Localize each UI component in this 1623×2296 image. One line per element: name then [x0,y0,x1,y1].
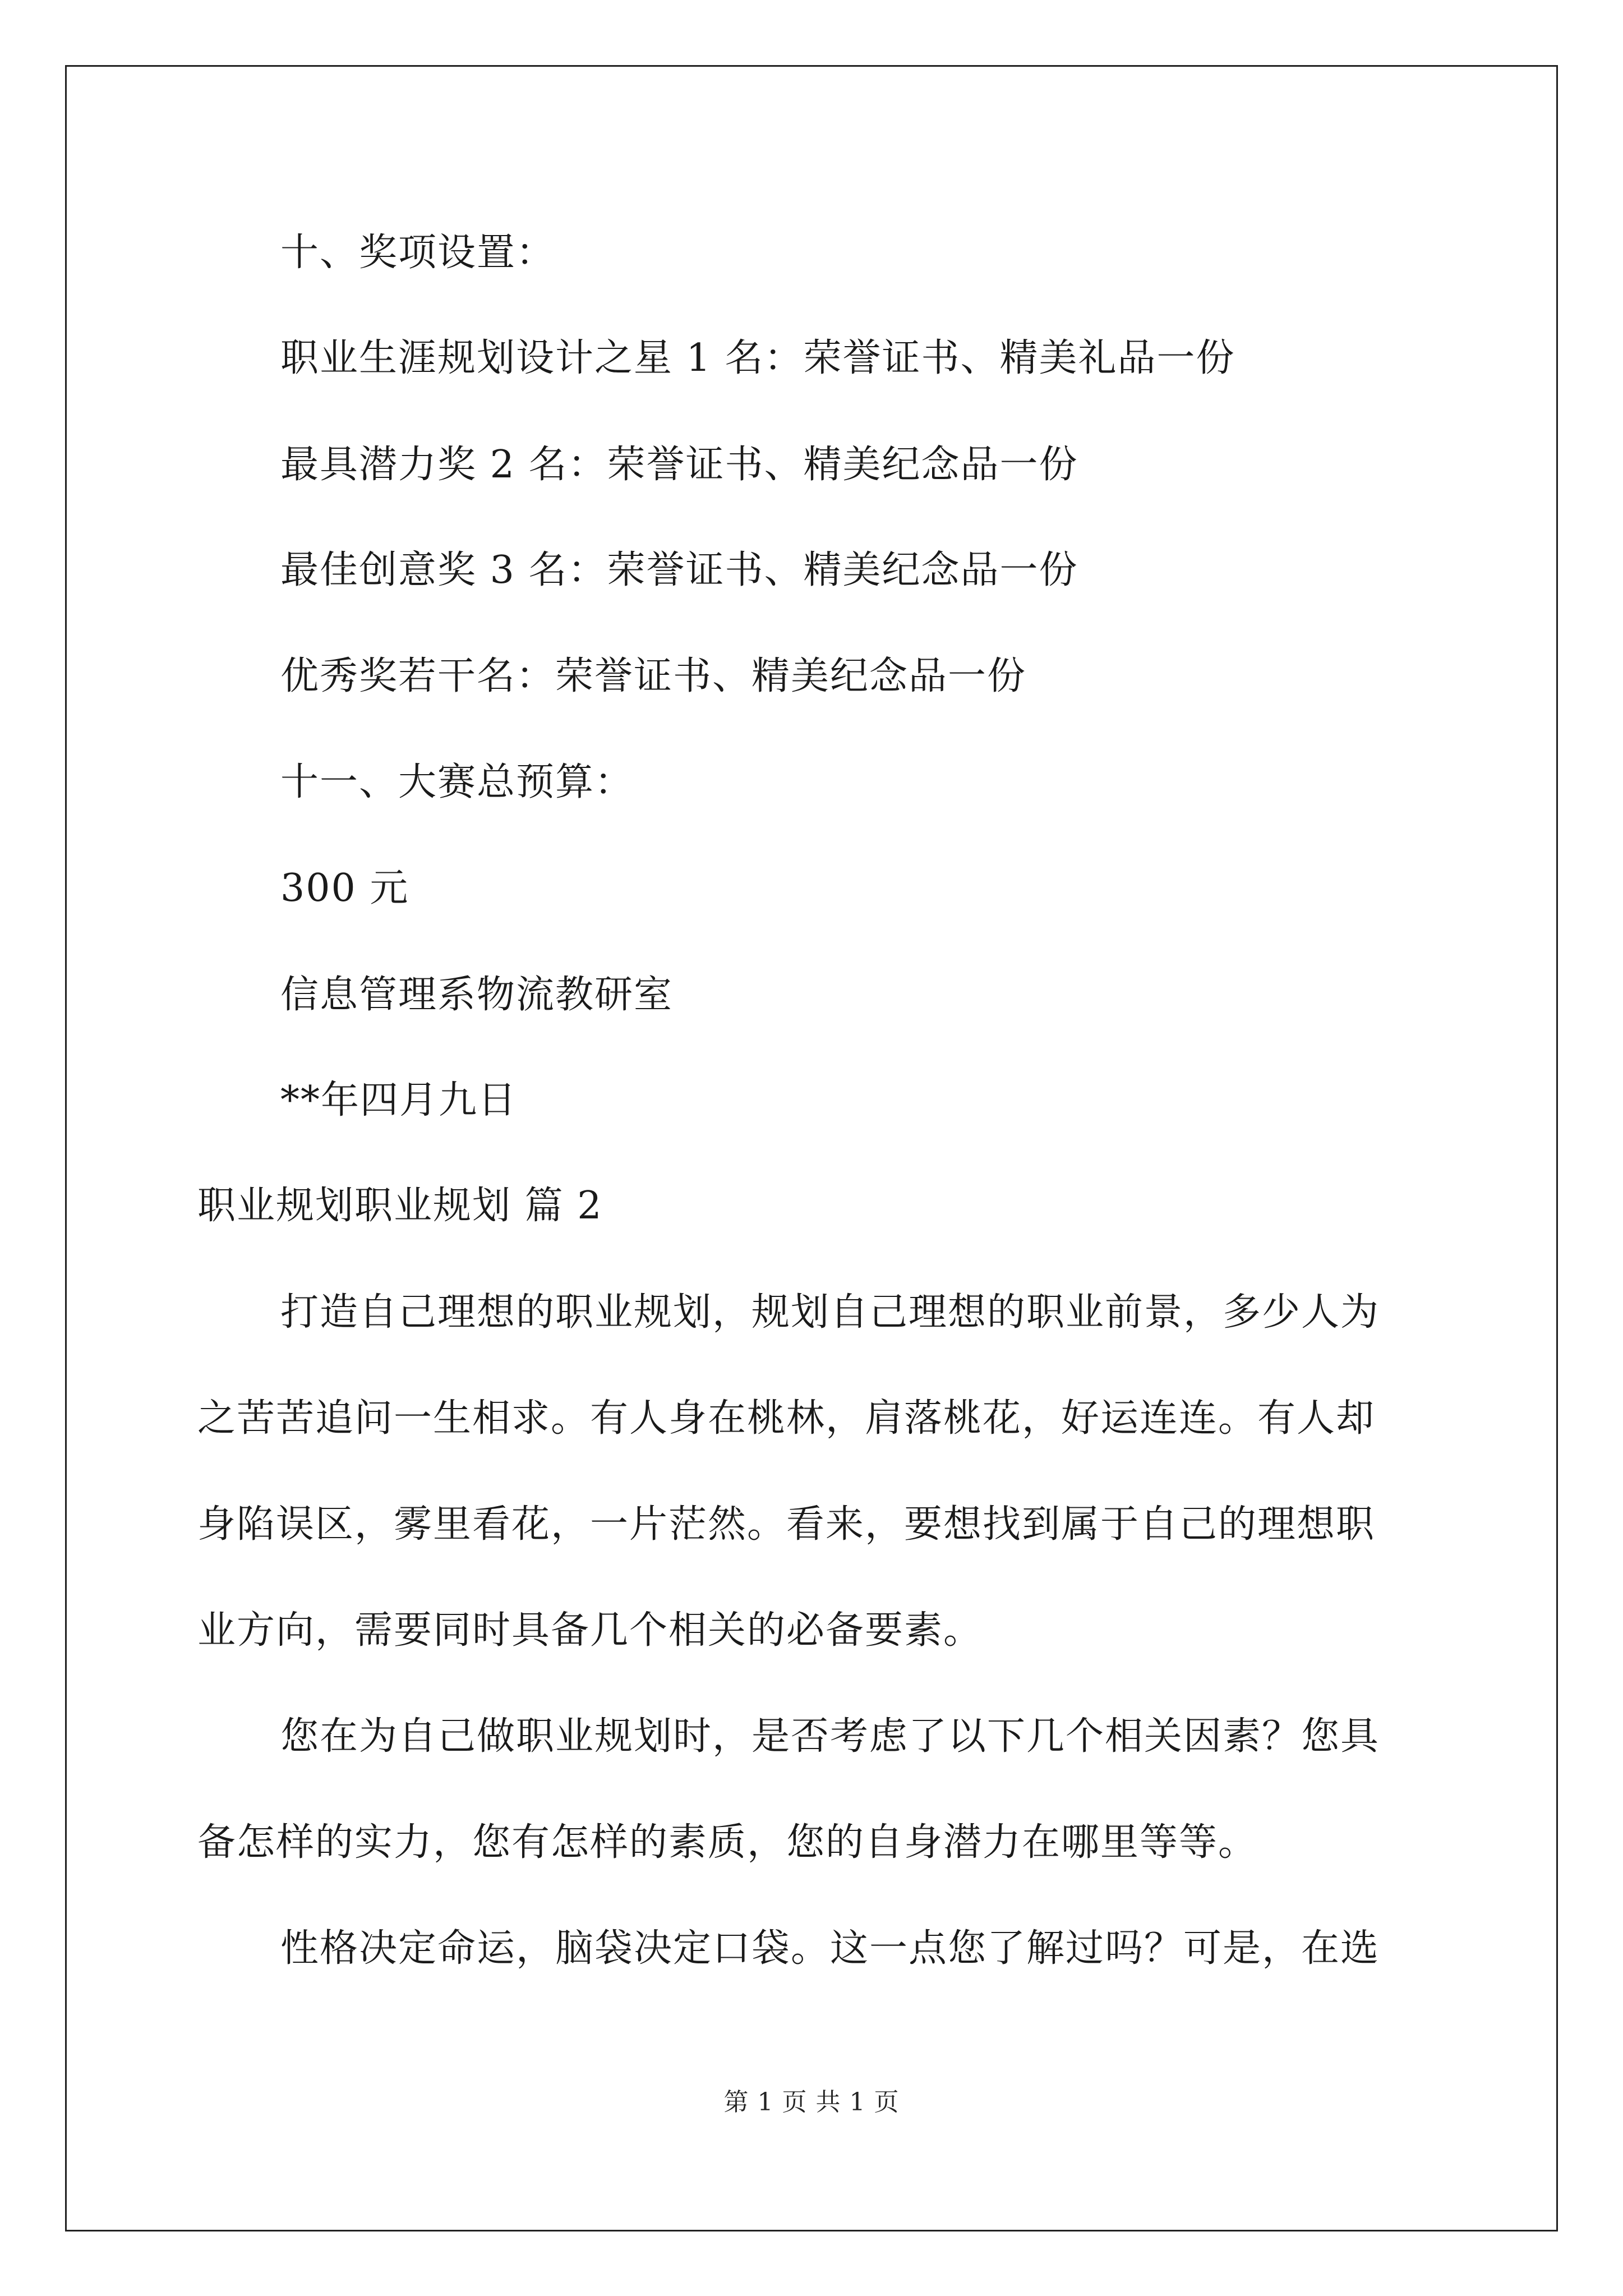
paragraph-1-line-4: 业方向，需要同时具备几个相关的必备要素。 [197,1608,983,1653]
page-border [65,65,1558,2231]
page-number-footer: 第 1 页 共 1 页 [723,2088,900,2116]
paragraph-1-line-1: 打造自己理想的职业规划，规划自己理想的职业前景，多少人为 [280,1290,1380,1335]
paragraph-3-line-1: 性格决定命运，脑袋决定口袋。这一点您了解过吗？可是，在选 [280,1926,1380,1971]
budget-heading: 十一、大赛总预算： [280,760,634,804]
award-line-3: 最佳创意奖 3 名：荣誉证书、精美纪念品一份 [280,548,1078,592]
paragraph-2-line-2: 备怎样的实力，您有怎样的素质，您的自身潜力在哪里等等。 [197,1820,1258,1865]
paragraph-1-line-3: 身陷误区，雾里看花，一片茫然。看来，要想找到属于自己的理想职 [197,1502,1376,1547]
document-date: **年四月九日 [280,1078,518,1122]
article-title: 职业规划职业规划 篇 2 [197,1184,603,1228]
budget-amount: 300 元 [280,866,409,910]
paragraph-1-line-2: 之苦苦追问一生相求。有人身在桃林，肩落桃花，好运连连。有人却 [197,1396,1376,1441]
paragraph-2-line-1: 您在为自己做职业规划时，是否考虑了以下几个相关因素？您具 [280,1714,1380,1759]
award-line-1: 职业生涯规划设计之星 1 名：荣誉证书、精美礼品一份 [280,336,1235,380]
award-line-4: 优秀奖若干名：荣誉证书、精美纪念品一份 [280,654,1027,698]
award-section-heading: 十、奖项设置： [280,231,556,275]
organizer-name: 信息管理系物流教研室 [280,973,674,1017]
award-line-2: 最具潜力奖 2 名：荣誉证书、精美纪念品一份 [280,443,1078,487]
